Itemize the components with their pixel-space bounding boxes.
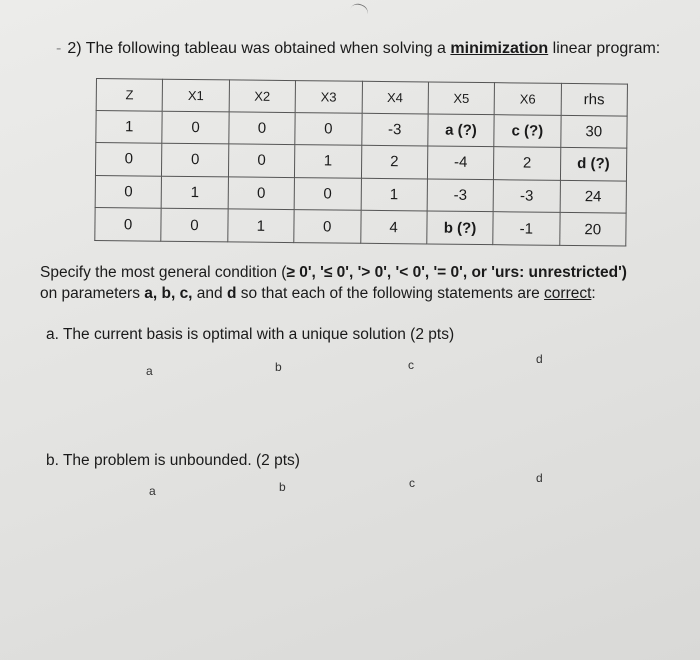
tableau-cell: 0 — [162, 111, 229, 144]
tableau-row — [95, 175, 626, 213]
header-cell: X4 — [362, 81, 429, 113]
simplex-tableau — [94, 78, 628, 247]
part-a-param-c: c — [408, 358, 414, 372]
tableau-cell: 0 — [162, 143, 229, 176]
part-a-text: The current basis is optimal with a unique solution (2 pts) — [62, 326, 455, 343]
header-cell: Z — [96, 79, 163, 111]
header-cell: rhs — [561, 83, 628, 115]
header-cell: X5 — [428, 82, 495, 114]
tableau-cell: -3 — [361, 113, 428, 146]
specify-instructions — [40, 262, 690, 304]
tableau-cell: 0 — [294, 210, 361, 243]
question-text-after: linear program: — [548, 40, 661, 57]
tableau-cell: 0 — [95, 208, 162, 241]
tableau-cell: 0 — [228, 177, 295, 210]
tableau-cell: 0 — [95, 175, 162, 208]
specify-line-2: on parameters a, b, c, and d so that each of the following statements are correct: — [40, 285, 596, 302]
condition-list: ≥ 0', '≤ 0', '> 0', '< 0', '= 0', or 'urs: unrestricted') — [286, 264, 627, 281]
header-cell: X3 — [295, 81, 362, 113]
question-number: 2) — [67, 40, 82, 57]
part-b-param-a: a — [149, 484, 156, 498]
header-cell: X2 — [229, 80, 296, 112]
tableau-cell: 0 — [229, 111, 296, 144]
part-b — [46, 452, 300, 470]
tableau-cell: -4 — [427, 146, 494, 179]
tableau-cell: -3 — [427, 179, 494, 212]
pen-mark — [348, 1, 370, 21]
part-b-param-d: d — [536, 471, 543, 485]
tableau-cell: 24 — [560, 180, 627, 213]
specify-line-1: Specify the most general condition (≥ 0', '≤ 0', '> 0', '< 0', '= 0', or 'urs: unrestricted') — [40, 264, 627, 281]
tableau-row — [96, 110, 627, 148]
tableau-cell-param-b: b (?) — [427, 211, 494, 244]
tableau-cell: 1 — [162, 176, 229, 209]
tableau-cell: 1 — [96, 110, 163, 143]
tableau-cell: 1 — [361, 178, 428, 211]
tableau-cell-param-d: d (?) — [560, 148, 627, 181]
tableau-cell-param-a: a (?) — [428, 114, 495, 147]
tableau-cell: 0 — [95, 143, 162, 176]
tableau-cell: 0 — [161, 209, 228, 242]
tableau-cell: 4 — [360, 211, 427, 244]
part-a-param-d: d — [536, 352, 543, 366]
part-a-label: a. — [46, 326, 59, 343]
tableau-cell: 0 — [295, 112, 362, 145]
tableau-cell: 20 — [559, 213, 626, 246]
param-d-label: d — [226, 285, 237, 302]
correct-word: correct — [544, 285, 592, 302]
part-a-param-b: b — [275, 360, 282, 374]
tableau-cell: 2 — [494, 147, 561, 180]
tableau-cell: -1 — [493, 212, 560, 245]
tableau-cell: 30 — [560, 115, 627, 148]
question-title: - 2) The following tableau was obtained when solving a minimization linear program: — [56, 40, 661, 57]
header-cell: X6 — [494, 83, 561, 115]
params-abc: a, b, c, — [144, 285, 193, 302]
part-b-label: b. — [46, 452, 59, 469]
tableau-row — [95, 143, 626, 181]
tableau-cell: 1 — [295, 145, 362, 178]
part-a-param-a: a — [146, 364, 153, 378]
part-b-param-b: b — [279, 480, 286, 494]
tableau-cell: 2 — [361, 145, 428, 178]
tableau-cell: 1 — [228, 209, 295, 242]
part-b-text: The problem is unbounded. (2 pts) — [62, 452, 300, 469]
part-b-param-c: c — [409, 476, 415, 490]
question-text-before: The following tableau was obtained when solving a — [85, 40, 451, 57]
tableau-row — [95, 208, 626, 246]
tableau-cell: -3 — [493, 179, 560, 212]
header-cell: X1 — [163, 79, 230, 111]
question-emphasis: minimization — [450, 40, 549, 57]
tableau-cell: 0 — [294, 177, 361, 210]
part-a — [46, 326, 454, 344]
tableau-cell: 0 — [228, 144, 295, 177]
tableau-cell-param-c: c (?) — [494, 114, 561, 147]
